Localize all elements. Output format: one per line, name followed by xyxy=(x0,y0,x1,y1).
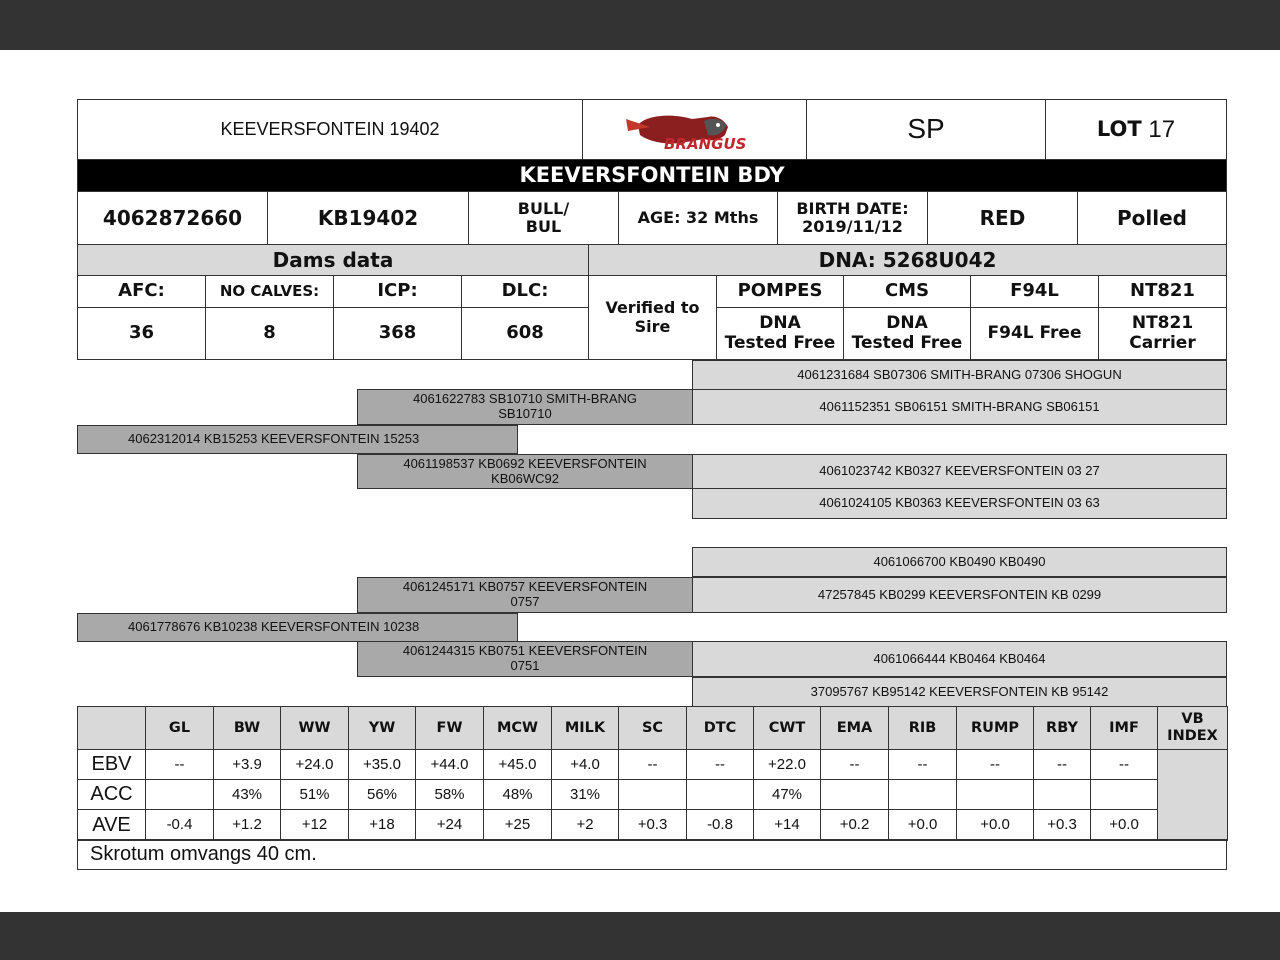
ebv-cell-ebv-milk: +4.0 xyxy=(551,749,619,780)
ebv-cell-ave-rby: +0.3 xyxy=(1033,809,1091,841)
ebv-cell-ave-milk: +2 xyxy=(551,809,619,841)
ebv-cell-acc-bw: 43% xyxy=(213,779,281,810)
ebv-col-rib: RIB xyxy=(888,706,957,750)
ebv-col-yw: YW xyxy=(348,706,416,750)
ebv-col-rump: RUMP xyxy=(956,706,1034,750)
ebv-cell-ebv-bw: +3.9 xyxy=(213,749,281,780)
ebv-col-mcw: MCW xyxy=(483,706,552,750)
bull-logo-icon xyxy=(620,105,770,155)
code-cell: SP xyxy=(806,99,1046,160)
pedigree-dam-sire: 4061245171 KB0757 KEEVERSFONTEIN 0757 xyxy=(357,577,693,613)
top-bar xyxy=(0,0,1280,50)
dna-test-label-cms: CMS xyxy=(843,275,971,308)
pedigree-dam-dam: 4061244315 KB0751 KEEVERSFONTEIN 0751 xyxy=(357,641,693,677)
dams-value-icp: 368 xyxy=(333,307,462,360)
ebv-cell-ave-ema: +0.2 xyxy=(820,809,889,841)
ebv-cell-acc-gl xyxy=(145,779,214,810)
ebv-cell-ebv-ema: -- xyxy=(820,749,889,780)
ebv-cell-ave-rib: +0.0 xyxy=(888,809,957,841)
dams-label-afc: AFC: xyxy=(77,275,206,308)
pedigree-sire-sire-sire: 4061231684 SB07306 SMITH-BRANG 07306 SHOGUN xyxy=(692,360,1227,390)
dna-test-result-pompes: DNA Tested Free xyxy=(716,307,844,360)
pedigree-sire-dam-dam: 4061024105 KB0363 KEEVERSFONTEIN 03 63 xyxy=(692,488,1227,519)
dna-test-result-f94l: F94L Free xyxy=(970,307,1099,360)
dams-value-dlc: 608 xyxy=(461,307,589,360)
ebv-cell-ave-dtc: -0.8 xyxy=(686,809,754,841)
dams-heading: Dams data xyxy=(77,244,589,276)
dams-value-calves: 8 xyxy=(205,307,334,360)
title-bar: KEEVERSFONTEIN BDY xyxy=(77,159,1227,192)
ebv-col-ww: WW xyxy=(280,706,349,750)
ebv-cell-ave-imf: +0.0 xyxy=(1090,809,1158,841)
ebv-cell-acc-rby xyxy=(1033,779,1091,810)
ebv-cell-ebv-yw: +35.0 xyxy=(348,749,416,780)
dams-label-dlc: DLC: xyxy=(461,275,589,308)
ebv-cell-ebv-imf: -- xyxy=(1090,749,1158,780)
ebv-cell-ebv-fw: +44.0 xyxy=(415,749,484,780)
ebv-header-corner xyxy=(77,706,146,750)
age: AGE: 32 Mths xyxy=(618,191,778,245)
ebv-cell-ave-yw: +18 xyxy=(348,809,416,841)
pedigree-sire-dam-sire: 4061023742 KB0327 KEEVERSFONTEIN 03 27 xyxy=(692,454,1227,489)
dams-label-icp: ICP: xyxy=(333,275,462,308)
ebv-cell-ave-gl: -0.4 xyxy=(145,809,214,841)
dna-test-result-nt821: NT821 Carrier xyxy=(1098,307,1227,360)
dams-label-calves: NO CALVES: xyxy=(205,275,334,308)
ebv-row-label-acc: ACC xyxy=(77,779,146,810)
ebv-cell-acc-rib xyxy=(888,779,957,810)
ebv-cell-ave-bw: +1.2 xyxy=(213,809,281,841)
ebv-cell-ebv-dtc: -- xyxy=(686,749,754,780)
sex: BULL/ BUL xyxy=(468,191,619,245)
reg-number: 4062872660 xyxy=(77,191,268,245)
pedigree-sire-sire-dam: 4061152351 SB06151 SMITH-BRANG SB06151 xyxy=(692,389,1227,425)
ebv-cell-ebv-ww: +24.0 xyxy=(280,749,349,780)
ebv-cell-acc-milk: 31% xyxy=(551,779,619,810)
ebv-col-gl: GL xyxy=(145,706,214,750)
birth-date: BIRTH DATE: 2019/11/12 xyxy=(777,191,928,245)
color: RED xyxy=(927,191,1078,245)
ebv-cell-ebv-gl: -- xyxy=(145,749,214,780)
ebv-cell-ave-ww: +12 xyxy=(280,809,349,841)
ebv-row-label-ebv: EBV xyxy=(77,749,146,780)
ebv-cell-acc-dtc xyxy=(686,779,754,810)
ebv-col-dtc: DTC xyxy=(686,706,754,750)
dna-test-label-nt821: NT821 xyxy=(1098,275,1227,308)
ebv-cell-acc-rump xyxy=(956,779,1034,810)
ebv-col-fw: FW xyxy=(415,706,484,750)
ebv-cell-ave-rump: +0.0 xyxy=(956,809,1034,841)
lot-label: LOT xyxy=(1096,117,1142,142)
ebv-cell-acc-cwt: 47% xyxy=(753,779,821,810)
ebv-cell-acc-ww: 51% xyxy=(280,779,349,810)
ebv-cell-ebv-mcw: +45.0 xyxy=(483,749,552,780)
pedigree-dam-sire-sire: 4061066700 KB0490 KB0490 xyxy=(692,547,1227,577)
brangus-logo xyxy=(582,99,807,160)
ebv-cell-acc-ema xyxy=(820,779,889,810)
pedigree-sire-sire: 4061622783 SB10710 SMITH-BRANG SB10710 xyxy=(357,389,693,425)
ebv-cell-ave-mcw: +25 xyxy=(483,809,552,841)
ebv-cell-ebv-rib: -- xyxy=(888,749,957,780)
pedigree-dam-dam-sire: 4061066444 KB0464 KB0464 xyxy=(692,641,1227,677)
dna-test-label-pompes: POMPES xyxy=(716,275,844,308)
ebv-cell-ave-sc: +0.3 xyxy=(618,809,687,841)
ebv-cell-ebv-rby: -- xyxy=(1033,749,1091,780)
dna-heading: DNA: 5268U042 xyxy=(588,244,1227,276)
ebv-col-bw: BW xyxy=(213,706,281,750)
vb-index-body xyxy=(1157,749,1228,841)
pedigree-sire: 4062312014 KB15253 KEEVERSFONTEIN 15253 xyxy=(77,425,518,454)
pedigree-dam: 4061778676 KB10238 KEEVERSFONTEIN 10238 xyxy=(77,613,518,642)
ebv-col-sc: SC xyxy=(618,706,687,750)
lot-cell xyxy=(1045,99,1227,160)
ebv-row-label-ave: AVE xyxy=(77,809,146,841)
ebv-cell-acc-yw: 56% xyxy=(348,779,416,810)
ebv-cell-acc-imf xyxy=(1090,779,1158,810)
lot-number: 17 xyxy=(1148,115,1176,143)
animal-name: KEEVERSFONTEIN 19402 xyxy=(77,99,583,160)
ebv-cell-ave-fw: +24 xyxy=(415,809,484,841)
ebv-cell-ebv-rump: -- xyxy=(956,749,1034,780)
dams-value-afc: 36 xyxy=(77,307,206,360)
dna-test-result-cms: DNA Tested Free xyxy=(843,307,971,360)
bottom-bar xyxy=(0,912,1280,960)
ebv-col-rby: RBY xyxy=(1033,706,1091,750)
ebv-cell-ave-cwt: +14 xyxy=(753,809,821,841)
verified-to-sire: Verified to Sire xyxy=(588,275,717,360)
horn-status: Polled xyxy=(1077,191,1227,245)
ebv-cell-acc-sc xyxy=(618,779,687,810)
ebv-col-cwt: CWT xyxy=(753,706,821,750)
ebv-cell-acc-fw: 58% xyxy=(415,779,484,810)
animal-id: KB19402 xyxy=(267,191,469,245)
dna-test-label-f94l: F94L xyxy=(970,275,1099,308)
pedigree-dam-sire-dam: 47257845 KB0299 KEEVERSFONTEIN KB 0299 xyxy=(692,577,1227,613)
ebv-cell-ebv-sc: -- xyxy=(618,749,687,780)
ebv-cell-ebv-cwt: +22.0 xyxy=(753,749,821,780)
ebv-col-ema: EMA xyxy=(820,706,889,750)
ebv-cell-acc-mcw: 48% xyxy=(483,779,552,810)
ebv-col-milk: MILK xyxy=(551,706,619,750)
ebv-col-imf: IMF xyxy=(1090,706,1158,750)
svg-text:BRANGUS: BRANGUS xyxy=(663,134,746,153)
pedigree-sire-dam: 4061198537 KB0692 KEEVERSFONTEIN KB06WC92 xyxy=(357,454,693,489)
ebv-col-vb: VB INDEX xyxy=(1157,706,1228,750)
note: Skrotum omvangs 40 cm. xyxy=(77,839,1227,870)
pedigree-dam-dam-dam: 37095767 KB95142 KEEVERSFONTEIN KB 95142 xyxy=(692,677,1227,708)
